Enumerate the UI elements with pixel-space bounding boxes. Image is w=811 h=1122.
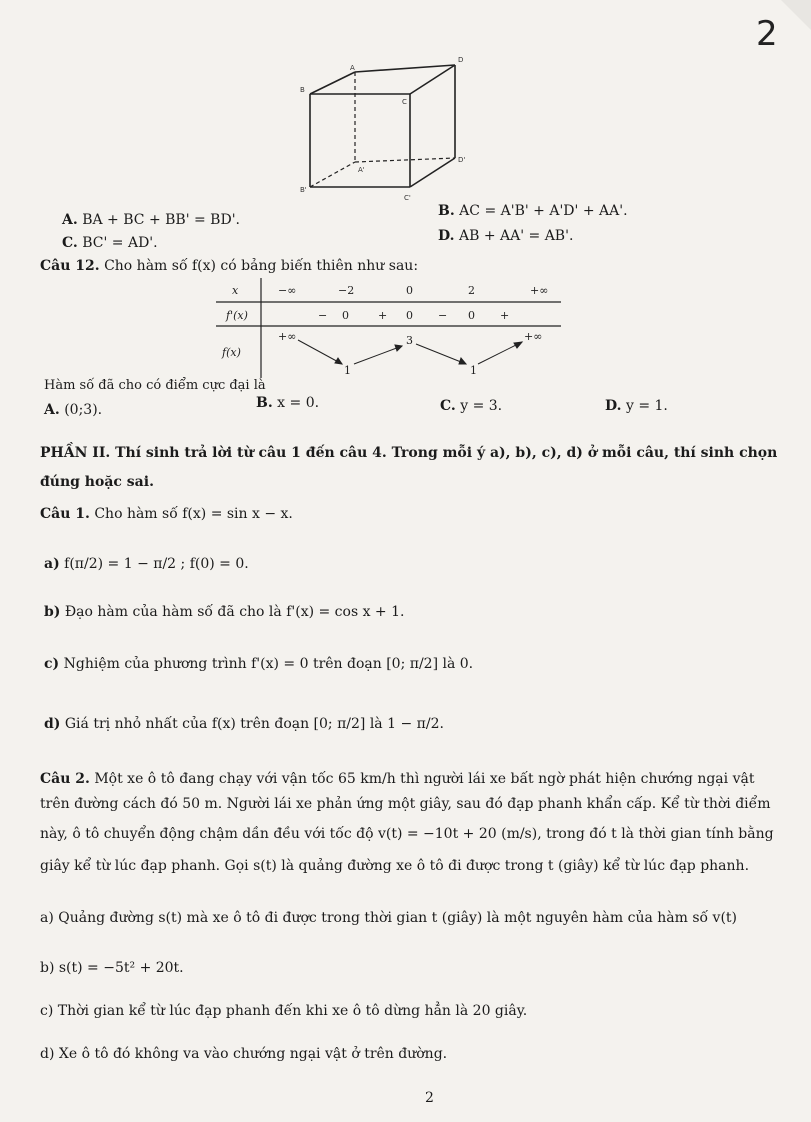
part2-heading-cont: đúng hoặc sai. xyxy=(40,474,154,490)
table-x-value: +∞ xyxy=(530,284,549,297)
q12-option-a: A. (0;3). xyxy=(44,402,103,418)
q12-option-d: D. y = 1. xyxy=(605,398,668,414)
cube-label-a: A xyxy=(350,64,355,72)
c1-item-d: d) Giá trị nhỏ nhất của f(x) trên đoạn [0; π/2] là 1 − π/2. xyxy=(44,716,444,732)
c1-stem: Câu 1. Cho hàm số f(x) = sin x − x. xyxy=(40,506,293,522)
c2-item-c: c) Thời gian kể từ lúc đạp phanh đến khi xe ô tô dừng hẳn là 20 giây. xyxy=(40,1003,528,1019)
cube-label-c-prime: C' xyxy=(404,194,411,202)
table-f-value: 3 xyxy=(406,334,413,347)
c2-line-1: Câu 2. Một xe ô tô đang chạy với vận tốc 65 km/h thì người lái xe bất ngờ phát hiện chướng ngại vật xyxy=(40,771,755,787)
table-row-x-label: x xyxy=(232,284,239,297)
c2-item-d: d) Xe ô tô đó không va vào chướng ngại vật ở trên đường. xyxy=(40,1046,448,1062)
q11-option-d-expr: AB + AA' = AB'. xyxy=(458,228,574,244)
c2-item-a: a) Quảng đường s(t) mà xe ô tô đi được trong thời gian t (giây) là một nguyên hàm của hàm số v(t) xyxy=(40,910,737,926)
cube-label-b-prime: B' xyxy=(300,186,307,194)
c1-item-a: a) f(π/2) = 1 − π/2 ; f(0) = 0. xyxy=(44,556,249,572)
cube-label-d-prime: D' xyxy=(458,156,466,164)
c2-line-4: giây kể từ lúc đạp phanh. Gọi s(t) là quảng đường xe ô tô đi được trong t (giây) kể từ lúc đạp phanh. xyxy=(40,858,750,874)
table-x-value: −2 xyxy=(338,284,355,297)
page-number: 2 xyxy=(425,1090,434,1106)
table-x-value: 2 xyxy=(468,284,475,297)
table-fp-sign: − xyxy=(318,309,328,322)
table-fp-zero: 0 xyxy=(468,309,475,322)
table-x-value: −∞ xyxy=(278,284,297,297)
corner-page-number: 2 xyxy=(756,14,778,54)
q11-option-a-expr: BA + BC + BB' = BD'. xyxy=(82,212,240,228)
q11-option-d: D. AB + AA' = AB'. xyxy=(438,228,574,244)
table-row-fp-label: f'(x) xyxy=(226,309,248,322)
q12-option-b: B. x = 0. xyxy=(256,395,320,411)
cube-label-a-prime: A' xyxy=(358,166,365,174)
q11-option-b: B. AC = A'B' + A'D' + AA'. xyxy=(438,203,628,219)
q11-option-c: C. BC' = AD'. xyxy=(62,235,158,251)
table-fp-zero: 0 xyxy=(406,309,413,322)
cube-figure xyxy=(290,52,470,202)
cube-label-d: D xyxy=(458,56,464,64)
variation-table xyxy=(216,278,566,380)
table-fp-sign: + xyxy=(378,309,388,322)
part2-heading: PHẦN II. Thí sinh trả lời từ câu 1 đến câu 4. Trong mỗi ý a), b), c), d) ở mỗi câu, thí sinh chọn xyxy=(40,445,778,461)
cube-label-b: B xyxy=(300,86,305,94)
q12-option-c: C. y = 3. xyxy=(440,398,503,414)
q12-stem: Câu 12. Cho hàm số f(x) có bảng biến thiên như sau: xyxy=(40,258,419,274)
table-f-value: +∞ xyxy=(524,330,543,343)
c2-line-2: trên đường cách đó 50 m. Người lái xe phản ứng một giây, sau đó đạp phanh khẩn cấp. Kể từ thời điểm xyxy=(40,796,771,812)
table-row-f-label: f(x) xyxy=(222,346,241,359)
table-fp-sign: − xyxy=(438,309,448,322)
table-fp-zero: 0 xyxy=(342,309,349,322)
q11-option-c-expr: BC' = AD'. xyxy=(82,235,158,251)
table-f-value: 1 xyxy=(470,364,477,377)
table-x-value: 0 xyxy=(406,284,413,297)
cube-label-c: C xyxy=(402,98,407,106)
c1-item-b: b) Đạo hàm của hàm số đã cho là f'(x) = cos x + 1. xyxy=(44,604,405,620)
c2-line-3: này, ô tô chuyển động chậm dần đều với tốc độ v(t) = −10t + 20 (m/s), trong đó t là thời gian tính bằng xyxy=(40,826,774,842)
q12-question: Hàm số đã cho có điểm cực đại là xyxy=(44,378,266,393)
q11-option-b-expr: AC = A'B' + A'D' + AA'. xyxy=(459,203,628,219)
q11-option-a: A. BA + BC + BB' = BD'. xyxy=(62,212,240,228)
table-f-value: +∞ xyxy=(278,330,297,343)
c1-item-c: c) Nghiệm của phương trình f'(x) = 0 trên đoạn [0; π/2] là 0. xyxy=(44,656,474,672)
c2-item-b: b) s(t) = −5t² + 20t. xyxy=(40,960,184,976)
table-f-value: 1 xyxy=(344,364,351,377)
table-fp-sign: + xyxy=(500,309,510,322)
